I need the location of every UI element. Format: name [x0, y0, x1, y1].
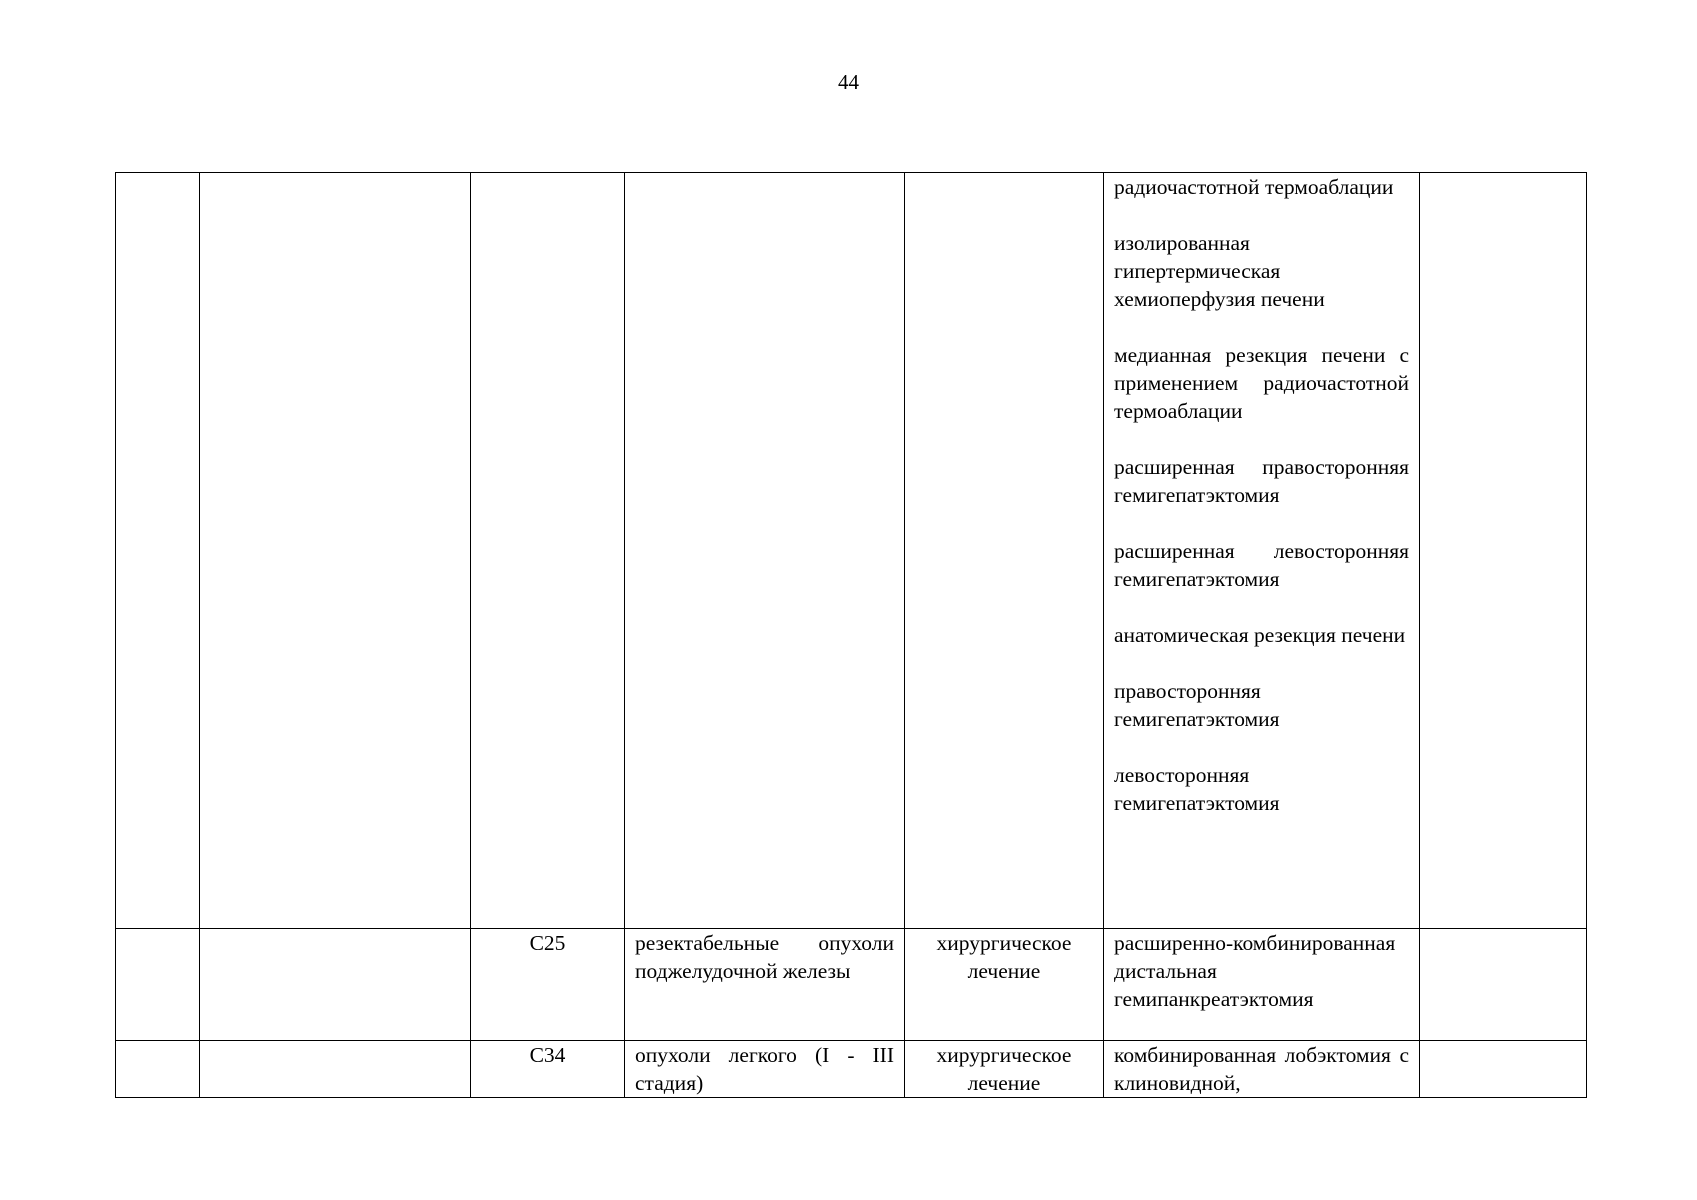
price-cell	[1420, 929, 1587, 1041]
code-cell: C34	[471, 1041, 625, 1098]
care-type-cell	[200, 173, 471, 929]
row-number-cell	[116, 1041, 200, 1098]
diagnosis-cell: опухоли легкого (I - III стадия)	[625, 1041, 905, 1098]
price-cell	[1420, 173, 1587, 929]
method-item: правосторонняя гемигепатэктомия	[1114, 679, 1280, 731]
method-item: левосторонняя гемигепатэктомия	[1114, 763, 1280, 815]
method-item: расширенная левосторонняя гемигепатэктомия	[1114, 539, 1409, 591]
method-cell	[1104, 173, 1420, 929]
method-cell: комбинированная лобэктомия с клиновидной,	[1104, 1041, 1420, 1098]
table-row	[116, 173, 1587, 929]
table-row	[116, 1041, 1587, 1098]
treatment-type-cell: хирургическое лечение	[905, 1041, 1104, 1098]
code-cell	[471, 173, 625, 929]
method-item: радиочастотной термоаблации	[1114, 175, 1394, 199]
row-number-cell	[116, 173, 200, 929]
price-cell	[1420, 1041, 1587, 1098]
method-item: медианная резекция печени с применением радиочастотной термоаблации	[1114, 343, 1409, 423]
care-type-cell	[200, 929, 471, 1041]
diagnosis-cell: резектабельные опухоли поджелудочной железы	[625, 929, 905, 1041]
treatment-type-cell: хирургическое лечение	[905, 929, 1104, 1041]
code-cell: C25	[471, 929, 625, 1041]
treatment-methods-table	[115, 172, 1587, 1098]
row-number-cell	[116, 929, 200, 1041]
table-row	[116, 929, 1587, 1041]
care-type-cell	[200, 1041, 471, 1098]
method-item: анатомическая резекция печени	[1114, 623, 1406, 647]
treatment-type-cell	[905, 173, 1104, 929]
method-item: расширенная правосторонняя гемигепатэктомия	[1114, 455, 1409, 507]
page-number: 44	[838, 70, 859, 94]
method-cell: расширенно-комбинированная дистальная гемипанкреатэктомия	[1104, 929, 1420, 1041]
diagnosis-cell	[625, 173, 905, 929]
method-item: изолированная гипертермическая хемиоперфузия печени	[1114, 231, 1325, 311]
